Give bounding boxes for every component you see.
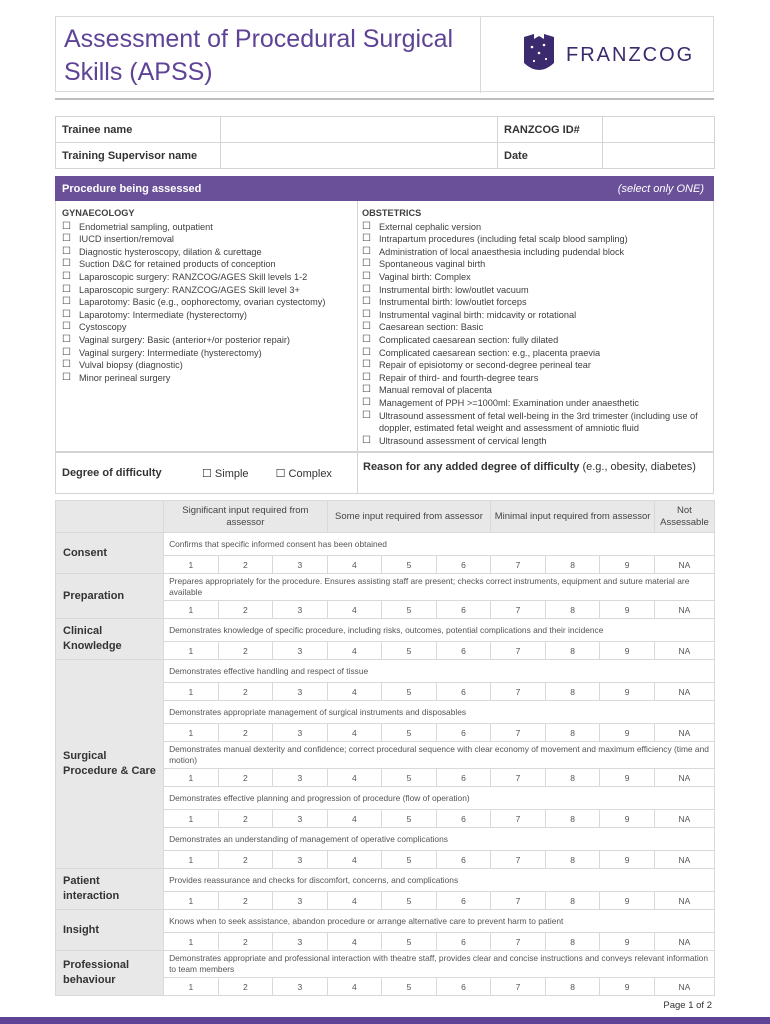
- obstetrics-item-label: Management of PPH >=1000ml: Examination under anaesthetic: [379, 397, 639, 408]
- score-option[interactable]: 1: [164, 933, 219, 951]
- score-option[interactable]: 5: [382, 978, 437, 996]
- title-block: [55, 16, 714, 92]
- score-option[interactable]: 1: [164, 642, 219, 660]
- obstetrics-item-label: Caesarean section: Basic: [379, 322, 484, 333]
- score-option[interactable]: 9: [600, 556, 655, 574]
- gynaecology-item[interactable]: [62, 221, 342, 234]
- criterion-text: Confirms that specific informed consent has been obtained: [164, 533, 715, 556]
- criterion-text: Demonstrates an understanding of management of operative complications: [164, 828, 715, 851]
- gynaecology-item-label: Diagnostic hysteroscopy, dilation & curettage: [79, 246, 262, 257]
- criterion-text: Demonstrates manual dexterity and confidence; correct procedural sequence with clear economy of movement and maximum efficiency (time and motion): [164, 742, 715, 769]
- obstetrics-item-label: Instrumental vaginal birth: midcavity or rotational: [379, 309, 577, 320]
- score-option[interactable]: 2: [218, 683, 273, 701]
- obstetrics-item-label: Intrapartum procedures (including fetal scalp blood sampling): [379, 234, 628, 245]
- checkbox-icon[interactable]: ☐: [362, 296, 371, 308]
- ranzcog-id-label: RANZCOG ID#: [498, 117, 603, 143]
- gynaecology-item-label: Endometrial sampling, outpatient: [79, 221, 213, 232]
- obstetrics-item[interactable]: [362, 284, 712, 297]
- criterion-row: [56, 533, 715, 556]
- gynaecology-item-label: Vulval biopsy (diagnostic): [79, 360, 183, 371]
- checkbox-icon[interactable]: ☐: [62, 233, 71, 245]
- score-option[interactable]: 1: [164, 724, 219, 742]
- obstetrics-item-label: Administration of local anaesthesia including pudendal block: [379, 246, 625, 257]
- domain-label: Surgical Procedure & Care: [56, 660, 164, 869]
- domain-label: Professional behaviour: [56, 951, 164, 996]
- score-option[interactable]: NA: [654, 642, 714, 660]
- criterion-text: Demonstrates effective handling and respect of tissue: [164, 660, 715, 683]
- reason-label: Reason for any added degree of difficulty: [363, 461, 580, 473]
- score-option[interactable]: 7: [491, 601, 546, 619]
- score-option[interactable]: 9: [600, 933, 655, 951]
- score-option[interactable]: 4: [327, 642, 382, 660]
- score-option[interactable]: 5: [382, 556, 437, 574]
- score-option[interactable]: 3: [273, 810, 328, 828]
- score-option[interactable]: 3: [273, 978, 328, 996]
- score-option[interactable]: 1: [164, 810, 219, 828]
- score-option[interactable]: 7: [491, 978, 546, 996]
- score-option[interactable]: NA: [654, 769, 714, 787]
- criterion-row: [56, 869, 715, 892]
- date-field[interactable]: [603, 143, 715, 169]
- score-option[interactable]: 9: [600, 601, 655, 619]
- checkbox-icon[interactable]: ☐: [62, 359, 71, 371]
- score-option[interactable]: 4: [327, 724, 382, 742]
- obstetrics-item-label: Complicated caesarean section: e.g., placenta praevia: [379, 347, 601, 358]
- score-option[interactable]: 8: [545, 683, 600, 701]
- score-option[interactable]: 4: [327, 978, 382, 996]
- page-number: Page 1 of 2: [663, 1000, 712, 1011]
- gynaecology-item[interactable]: [62, 246, 342, 259]
- score-option[interactable]: 2: [218, 851, 273, 869]
- score-option[interactable]: NA: [654, 810, 714, 828]
- score-option[interactable]: 9: [600, 851, 655, 869]
- score-option[interactable]: 5: [382, 601, 437, 619]
- scale-header-significant: Significant input required from assessor: [164, 501, 328, 533]
- obstetrics-item-label: Complicated caesarean section: fully dilated: [379, 334, 559, 345]
- gynaecology-item[interactable]: [62, 271, 342, 284]
- checkbox-icon[interactable]: ☐: [362, 308, 371, 320]
- checkbox-icon[interactable]: ☐: [62, 333, 71, 345]
- gynaecology-item-label: Laparotomy: Intermediate (hysterectomy): [79, 309, 247, 320]
- franzcog-crest-icon: [522, 33, 556, 77]
- criterion-row: [56, 619, 715, 642]
- score-option[interactable]: 6: [436, 810, 491, 828]
- score-option[interactable]: 6: [436, 601, 491, 619]
- gynaecology-item[interactable]: [62, 321, 342, 334]
- obstetrics-item-label: External cephalic version: [379, 221, 482, 232]
- criterion-row: [56, 910, 715, 933]
- criterion-text: Provides reassurance and checks for discomfort, concerns, and complications: [164, 869, 715, 892]
- score-option[interactable]: 1: [164, 892, 219, 910]
- score-option[interactable]: 6: [436, 724, 491, 742]
- obstetrics-item[interactable]: [362, 246, 712, 259]
- criterion-text: Demonstrates knowledge of specific procedure, including risks, outcomes, potential complications and their incidence: [164, 619, 715, 642]
- score-option[interactable]: 5: [382, 892, 437, 910]
- gynaecology-item[interactable]: [62, 334, 342, 347]
- score-option[interactable]: 6: [436, 683, 491, 701]
- score-option[interactable]: 2: [218, 933, 273, 951]
- score-option[interactable]: NA: [654, 933, 714, 951]
- score-option[interactable]: 7: [491, 933, 546, 951]
- score-option[interactable]: 2: [218, 642, 273, 660]
- checkbox-icon[interactable]: ☐: [362, 409, 371, 421]
- criterion-text: Demonstrates effective planning and progression of procedure (flow of operation): [164, 787, 715, 810]
- score-option[interactable]: 2: [218, 601, 273, 619]
- gynaecology-item-label: Suction D&C for retained products of conception: [79, 259, 276, 270]
- domain-label: Insight: [56, 910, 164, 951]
- score-option[interactable]: NA: [654, 724, 714, 742]
- domain-label: Patient interaction: [56, 869, 164, 910]
- score-option[interactable]: NA: [654, 851, 714, 869]
- score-option[interactable]: 3: [273, 556, 328, 574]
- checkbox-icon[interactable]: ☐: [62, 346, 71, 358]
- obstetrics-item[interactable]: [362, 359, 712, 372]
- score-option[interactable]: 1: [164, 851, 219, 869]
- score-option[interactable]: 4: [327, 769, 382, 787]
- score-option[interactable]: 7: [491, 642, 546, 660]
- obstetrics-item[interactable]: [362, 258, 712, 271]
- score-option[interactable]: 8: [545, 642, 600, 660]
- gynaecology-item[interactable]: [62, 258, 342, 271]
- score-option[interactable]: 8: [545, 601, 600, 619]
- checkbox-icon[interactable]: ☐: [62, 245, 71, 257]
- score-option[interactable]: 7: [491, 769, 546, 787]
- score-option[interactable]: NA: [654, 683, 714, 701]
- obstetrics-item-label: Spontaneous vaginal birth: [379, 259, 486, 270]
- gynaecology-item-label: Laparoscopic surgery: RANZCOG/AGES Skill levels 1-2: [79, 271, 308, 282]
- obstetrics-item-label: Ultrasound assessment of fetal well-being in the 3rd trimester (including use of doppler, estimated fetal weight and assessment of amniotic fluid: [379, 410, 698, 434]
- checkbox-icon[interactable]: ☐: [62, 308, 71, 320]
- score-option[interactable]: 8: [545, 892, 600, 910]
- checkbox-icon[interactable]: ☐: [362, 258, 371, 270]
- obstetrics-item-label: Manual removal of placenta: [379, 385, 492, 396]
- gynaecology-item[interactable]: [62, 309, 342, 322]
- checkbox-icon[interactable]: ☐: [362, 233, 371, 245]
- scale-header-minimal: Minimal input required from assessor: [491, 501, 655, 533]
- gynaecology-item-label: Laparoscopic surgery: RANZCOG/AGES Skill level 3+: [79, 284, 300, 295]
- score-option[interactable]: 1: [164, 683, 219, 701]
- criterion-text: Prepares appropriately for the procedure. Ensures assisting staff are present; checks correct instruments, equipment and suture material are available: [164, 574, 715, 601]
- score-option[interactable]: 3: [273, 642, 328, 660]
- supervisor-name-field[interactable]: [221, 143, 498, 169]
- checkbox-icon[interactable]: ☐: [362, 396, 371, 408]
- checkbox-icon[interactable]: ☐: [62, 270, 71, 282]
- gynaecology-item[interactable]: [62, 347, 342, 360]
- obstetrics-item[interactable]: [362, 410, 712, 435]
- gynaecology-item[interactable]: [62, 359, 342, 372]
- score-option[interactable]: 2: [218, 810, 273, 828]
- score-option[interactable]: 3: [273, 683, 328, 701]
- procedure-header: [55, 176, 714, 201]
- score-option[interactable]: 5: [382, 933, 437, 951]
- score-option[interactable]: 1: [164, 769, 219, 787]
- ratings-corner: [56, 501, 164, 533]
- checkbox-icon[interactable]: ☐: [362, 283, 371, 295]
- criterion-row: [56, 574, 715, 601]
- title-divider: [55, 98, 714, 100]
- score-option[interactable]: 6: [436, 892, 491, 910]
- criterion-text: Demonstrates appropriate and professional interaction with theatre staff, provides clear and concise instructions and conveys relevant information to team members: [164, 951, 715, 978]
- score-option[interactable]: 7: [491, 556, 546, 574]
- obstetrics-column: [362, 207, 712, 447]
- score-option[interactable]: 6: [436, 933, 491, 951]
- score-option[interactable]: 9: [600, 978, 655, 996]
- scale-header-some: Some input required from assessor: [327, 501, 491, 533]
- score-option[interactable]: 4: [327, 851, 382, 869]
- score-option[interactable]: 5: [382, 769, 437, 787]
- score-option[interactable]: 3: [273, 769, 328, 787]
- gynaecology-item[interactable]: [62, 284, 342, 297]
- scale-header-not-assessable: Not Assessable: [654, 501, 714, 533]
- obstetrics-item[interactable]: [362, 271, 712, 284]
- score-option[interactable]: 6: [436, 642, 491, 660]
- date-label: Date: [498, 143, 603, 169]
- score-option[interactable]: 9: [600, 683, 655, 701]
- score-option[interactable]: NA: [654, 978, 714, 996]
- score-option[interactable]: 3: [273, 851, 328, 869]
- score-option[interactable]: 9: [600, 892, 655, 910]
- score-option[interactable]: 6: [436, 851, 491, 869]
- trainee-details-table: [55, 116, 715, 169]
- criterion-text: Demonstrates appropriate management of surgical instruments and disposables: [164, 701, 715, 724]
- domain-label: Preparation: [56, 574, 164, 619]
- checkbox-icon[interactable]: ☐: [362, 245, 371, 257]
- score-option[interactable]: 8: [545, 724, 600, 742]
- score-option[interactable]: 5: [382, 642, 437, 660]
- score-option[interactable]: 4: [327, 933, 382, 951]
- ratings-table: [55, 500, 715, 996]
- difficulty-simple-checkbox[interactable]: ☐ Simple: [202, 468, 249, 480]
- score-option[interactable]: 6: [436, 769, 491, 787]
- obstetrics-item[interactable]: [362, 321, 712, 334]
- score-option[interactable]: 4: [327, 556, 382, 574]
- score-option[interactable]: 9: [600, 724, 655, 742]
- difficulty-label: Degree of difficulty: [62, 467, 162, 479]
- gynaecology-item-label: Cystoscopy: [79, 322, 127, 333]
- gynaecology-item[interactable]: [62, 372, 342, 385]
- score-option[interactable]: 3: [273, 933, 328, 951]
- obstetrics-item[interactable]: [362, 347, 712, 360]
- gynaecology-item[interactable]: [62, 233, 342, 246]
- score-option[interactable]: 3: [273, 601, 328, 619]
- score-option[interactable]: NA: [654, 892, 714, 910]
- checkbox-icon[interactable]: ☐: [62, 283, 71, 295]
- checkbox-icon[interactable]: ☐: [362, 270, 371, 282]
- obstetrics-item[interactable]: [362, 397, 712, 410]
- checkbox-icon[interactable]: ☐: [62, 258, 71, 270]
- obstetrics-item-label: Repair of third- and fourth-degree tears: [379, 372, 539, 383]
- score-option[interactable]: 9: [600, 769, 655, 787]
- score-option[interactable]: NA: [654, 556, 714, 574]
- logo-text: FRANZCOG: [566, 43, 695, 66]
- score-option[interactable]: 7: [491, 851, 546, 869]
- obstetrics-item-label: Instrumental birth: low/outlet vacuum: [379, 284, 529, 295]
- score-option[interactable]: 4: [327, 601, 382, 619]
- gynaecology-item[interactable]: [62, 296, 342, 309]
- checkbox-icon[interactable]: ☐: [362, 434, 371, 446]
- gynaecology-item-label: IUCD insertion/removal: [79, 234, 174, 245]
- reason-hint: (e.g., obesity, diabetes): [582, 461, 696, 473]
- trainee-name-field[interactable]: [221, 117, 498, 143]
- gynaecology-item-label: Vaginal surgery: Intermediate (hysterectomy): [79, 347, 262, 358]
- ranzcog-id-field[interactable]: [603, 117, 715, 143]
- procedure-list: [55, 201, 714, 452]
- score-option[interactable]: 8: [545, 851, 600, 869]
- criterion-row: [56, 951, 715, 978]
- franzcog-logo: [522, 31, 694, 79]
- checkbox-icon[interactable]: ☐: [62, 371, 71, 383]
- gynaecology-item-label: Laparotomy: Basic (e.g., oophorectomy, ovarian cystectomy): [79, 297, 326, 308]
- footer-bar: [0, 1017, 770, 1024]
- obstetrics-item[interactable]: [362, 384, 712, 397]
- difficulty-simple-label: Simple: [214, 468, 249, 480]
- obstetrics-heading: OBSTETRICS: [362, 208, 422, 218]
- domain-label: Consent: [56, 533, 164, 574]
- obstetrics-item-label: Ultrasound assessment of cervical length: [379, 435, 547, 446]
- difficulty-row: [55, 452, 714, 494]
- score-option[interactable]: 7: [491, 683, 546, 701]
- difficulty-complex-label: Complex: [288, 468, 332, 480]
- score-option[interactable]: 9: [600, 810, 655, 828]
- score-option[interactable]: 4: [327, 892, 382, 910]
- checkbox-icon[interactable]: ☐: [62, 220, 71, 232]
- score-option[interactable]: 9: [600, 642, 655, 660]
- obstetrics-item-label: Instrumental birth: low/outlet forceps: [379, 297, 527, 308]
- score-option[interactable]: 2: [218, 892, 273, 910]
- checkbox-icon[interactable]: ☐: [362, 359, 371, 371]
- checkbox-icon[interactable]: ☐: [362, 321, 371, 333]
- score-option[interactable]: 2: [218, 978, 273, 996]
- score-option[interactable]: 8: [545, 769, 600, 787]
- select-note: (select only ONE): [617, 182, 704, 195]
- difficulty-reason[interactable]: [363, 460, 708, 475]
- obstetrics-item[interactable]: [362, 309, 712, 322]
- score-option[interactable]: 7: [491, 810, 546, 828]
- score-option[interactable]: 6: [436, 978, 491, 996]
- score-option[interactable]: 1: [164, 978, 219, 996]
- checkbox-icon[interactable]: ☐: [362, 220, 371, 232]
- score-option[interactable]: 7: [491, 724, 546, 742]
- score-option[interactable]: 8: [545, 810, 600, 828]
- score-option[interactable]: 7: [491, 892, 546, 910]
- gynaecology-heading: GYNAECOLOGY: [62, 208, 135, 218]
- gynaecology-item-label: Minor perineal surgery: [79, 372, 171, 383]
- obstetrics-item[interactable]: [362, 334, 712, 347]
- score-option[interactable]: 5: [382, 851, 437, 869]
- obstetrics-item[interactable]: [362, 296, 712, 309]
- score-option[interactable]: 4: [327, 683, 382, 701]
- checkbox-icon[interactable]: ☐: [362, 384, 371, 396]
- checkbox-icon[interactable]: ☐: [62, 296, 71, 308]
- supervisor-name-label: Training Supervisor name: [56, 143, 221, 169]
- obstetrics-item[interactable]: [362, 435, 712, 448]
- obstetrics-item[interactable]: [362, 233, 712, 246]
- difficulty-complex-checkbox[interactable]: ☐ Complex: [275, 468, 332, 480]
- page-title: Assessment of Procedural Surgical Skills (APSS): [64, 25, 454, 86]
- checkbox-icon[interactable]: ☐: [362, 371, 371, 383]
- trainee-name-label: Trainee name: [56, 117, 221, 143]
- score-option[interactable]: 8: [545, 556, 600, 574]
- score-option[interactable]: NA: [654, 601, 714, 619]
- score-option[interactable]: 5: [382, 810, 437, 828]
- obstetrics-item[interactable]: [362, 372, 712, 385]
- procedure-header-title: Procedure being assessed: [62, 182, 202, 195]
- criterion-text: Knows when to seek assistance, abandon procedure or arrange alternative care to prevent harm to patient: [164, 910, 715, 933]
- score-option[interactable]: 8: [545, 978, 600, 996]
- checkbox-icon[interactable]: ☐: [62, 321, 71, 333]
- score-option[interactable]: 5: [382, 724, 437, 742]
- domain-label: Clinical Knowledge: [56, 619, 164, 660]
- score-option[interactable]: 8: [545, 933, 600, 951]
- score-option[interactable]: 1: [164, 556, 219, 574]
- criterion-row: [56, 660, 715, 683]
- score-option[interactable]: 3: [273, 892, 328, 910]
- score-option[interactable]: 3: [273, 724, 328, 742]
- score-option[interactable]: 5: [382, 683, 437, 701]
- obstetrics-item[interactable]: [362, 221, 712, 234]
- score-option[interactable]: 2: [218, 556, 273, 574]
- gynaecology-column: [62, 207, 342, 384]
- score-option[interactable]: 4: [327, 810, 382, 828]
- difficulty-options: [202, 467, 356, 480]
- gynaecology-item-label: Vaginal surgery: Basic (anterior+/or posterior repair): [79, 334, 290, 345]
- obstetrics-item-label: Vaginal birth: Complex: [379, 271, 471, 282]
- score-option[interactable]: 2: [218, 724, 273, 742]
- checkbox-icon[interactable]: ☐: [362, 346, 371, 358]
- score-option[interactable]: 1: [164, 601, 219, 619]
- checkbox-icon[interactable]: ☐: [362, 333, 371, 345]
- obstetrics-item-label: Repair of episiotomy or second-degree perineal tear: [379, 360, 591, 371]
- score-option[interactable]: 6: [436, 556, 491, 574]
- score-option[interactable]: 2: [218, 769, 273, 787]
